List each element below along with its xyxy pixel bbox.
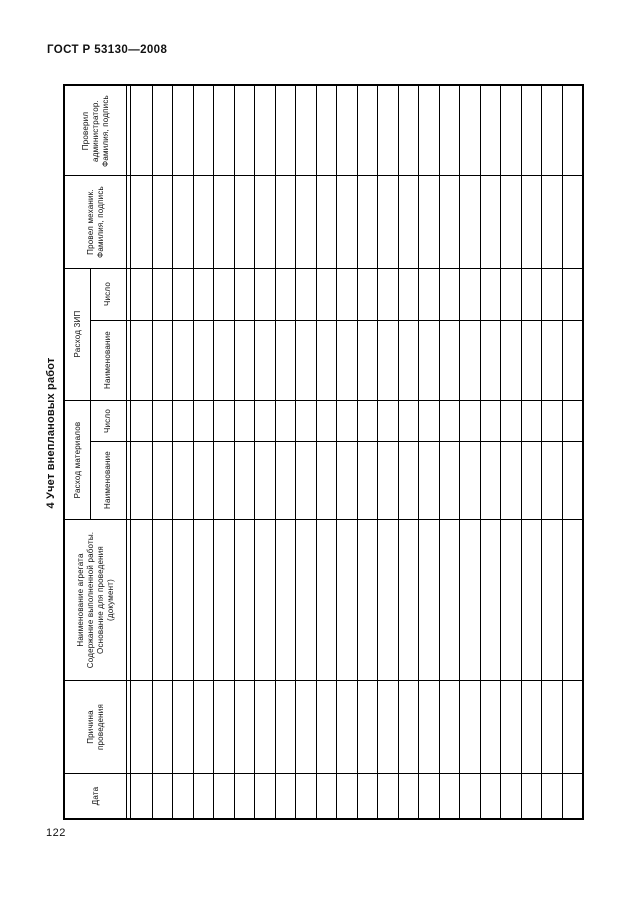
grid-column-line [152,86,153,818]
grid-column-line [295,86,296,818]
grid-column-line [254,86,255,818]
unplanned-works-table [63,84,584,820]
col-header-unit-work: Наименование агрегата Содержание выполненной работы. Основание для проведения (документ) [75,531,115,668]
col-header-mechanic: Провел механик. Фамилия, подпись [85,185,105,258]
grid-column-line [377,86,378,818]
col-header-admin-check: Проверил администратор. Фамилия, подпись [80,94,110,167]
entries-grid [131,86,582,818]
col-group-materials: Расход материалов [72,421,82,498]
section-title: 4 Учет внеплановых работ [45,357,57,509]
header-right-line [126,86,127,818]
grid-column-line [500,86,501,818]
grid-column-line [418,86,419,818]
col-header-materials-name: Наименование [103,451,112,509]
grid-column-line [562,86,563,818]
grid-column-line [439,86,440,818]
page-number: 122 [46,827,66,839]
grid-column-line [459,86,460,818]
grid-column-line [541,86,542,818]
grid-column-line [316,86,317,818]
grid-column-line [172,86,173,818]
grid-column-line [213,86,214,818]
col-header-spares-name: Наименование [103,331,112,389]
grid-column-line [357,86,358,818]
grid-column-line [193,86,194,818]
col-header-date: Дата [90,786,100,805]
grid-column-line [480,86,481,818]
grid-column-line [234,86,235,818]
grid-column-line [336,86,337,818]
col-header-materials-count: Число [103,408,112,433]
col-header-reason: Причина проведения [85,703,105,750]
grid-column-line [275,86,276,818]
grid-column-line [521,86,522,818]
grid-column-line [398,86,399,818]
col-header-spares-count: Число [103,282,112,307]
col-group-spares: Расход ЗИП [72,310,82,358]
standard-code: ГОСТ Р 53130—2008 [47,44,168,56]
